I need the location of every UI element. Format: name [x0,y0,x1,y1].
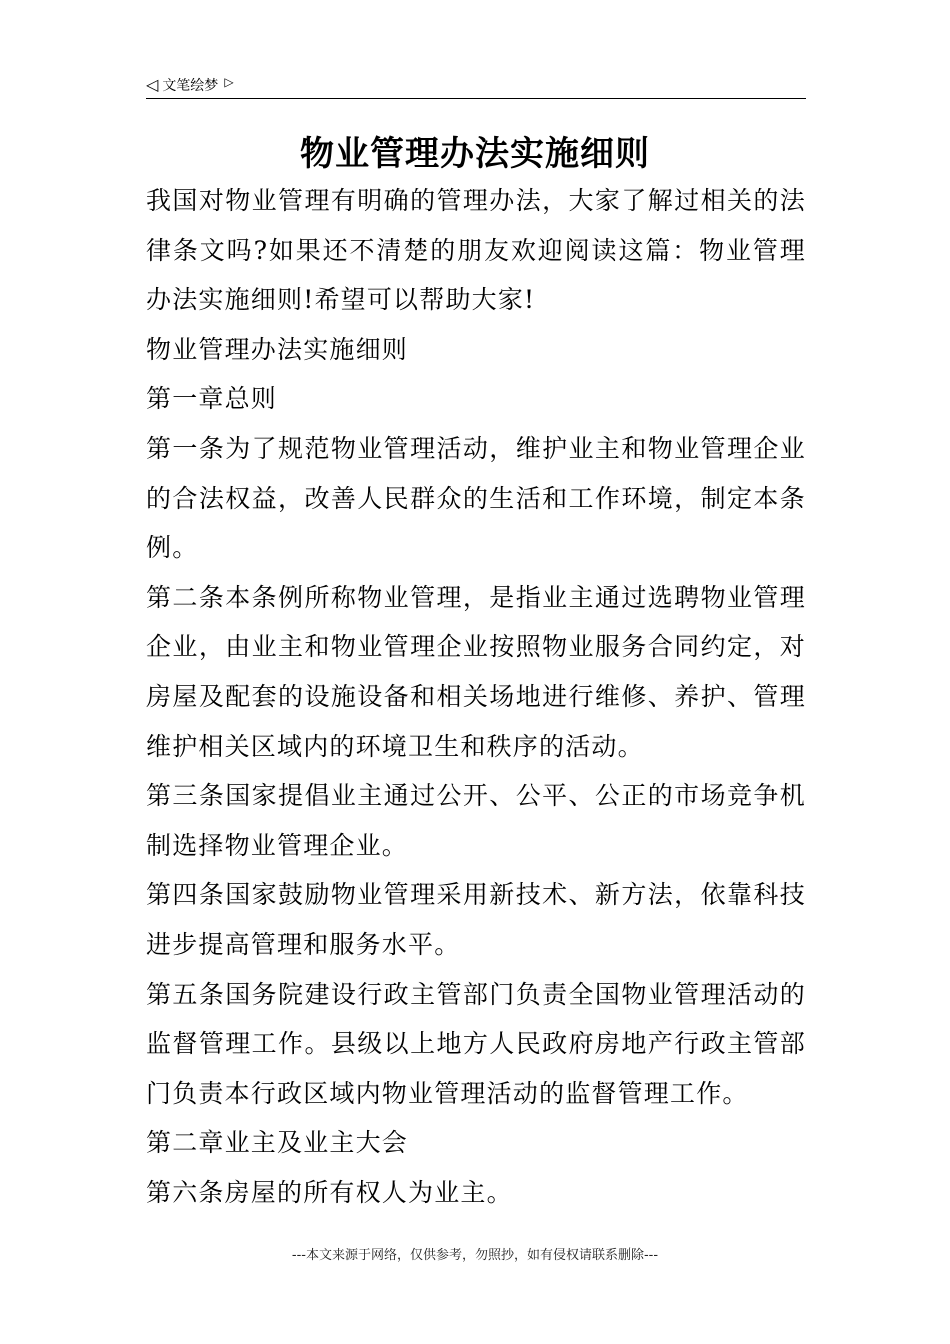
document-title: 物业管理办法实施细则 [300,134,650,174]
paragraph-subtitle: 物业管理办法实施细则 [146,334,409,364]
chapter-heading: 第一章总则 [146,384,278,414]
paragraph-intro: 我国对物业管理有明确的管理办法，大家了解过相关的法律条文吗?如果还不清楚的朋友欢迎阅读这篇：物业管理办法实施细则!希望可以帮助大家! [146,186,806,315]
page-header [146,72,806,99]
triangle-left-icon: ◁ [146,75,159,94]
article-paragraph: 第四条国家鼓励物业管理采用新技术、新方法，依靠科技进步提高管理和服务水平。 [146,880,806,959]
article-paragraph: 第六条房屋的所有权人为业主。 [146,1177,513,1207]
page-footer: ---本文来源于网络，仅供参考，勿照抄，如有侵权请联系删除--- [291,1248,659,1263]
article-paragraph: 第二条本条例所称物业管理，是指业主通过选聘物业管理企业，由业主和物业管理企业按照物业服务合同约定，对房屋及配套的设施设备和相关场地进行维修、养护、管理维护相关区域内的环境卫生和秩序的活动。 [146,582,806,761]
chapter-heading: 第二章业主及业主大会 [146,1128,409,1158]
article-paragraph: 第五条国务院建设行政主管部门负责全国物业管理活动的监督管理工作。县级以上地方人民政府房地产行政主管部门负责本行政区域内物业管理活动的监督管理工作。 [146,979,806,1108]
header-label: 文笔绘梦 [162,78,219,94]
article-paragraph: 第一条为了规范物业管理活动，维护业主和物业管理企业的合法权益，改善人民群众的生活和工作环境，制定本条例。 [146,433,806,563]
triangle-right-icon: ▷ [224,75,234,89]
article-paragraph: 第三条国家提倡业主通过公开、公平、公正的市场竞争机制选择物业管理企业。 [146,781,806,860]
document-body [146,176,806,1217]
